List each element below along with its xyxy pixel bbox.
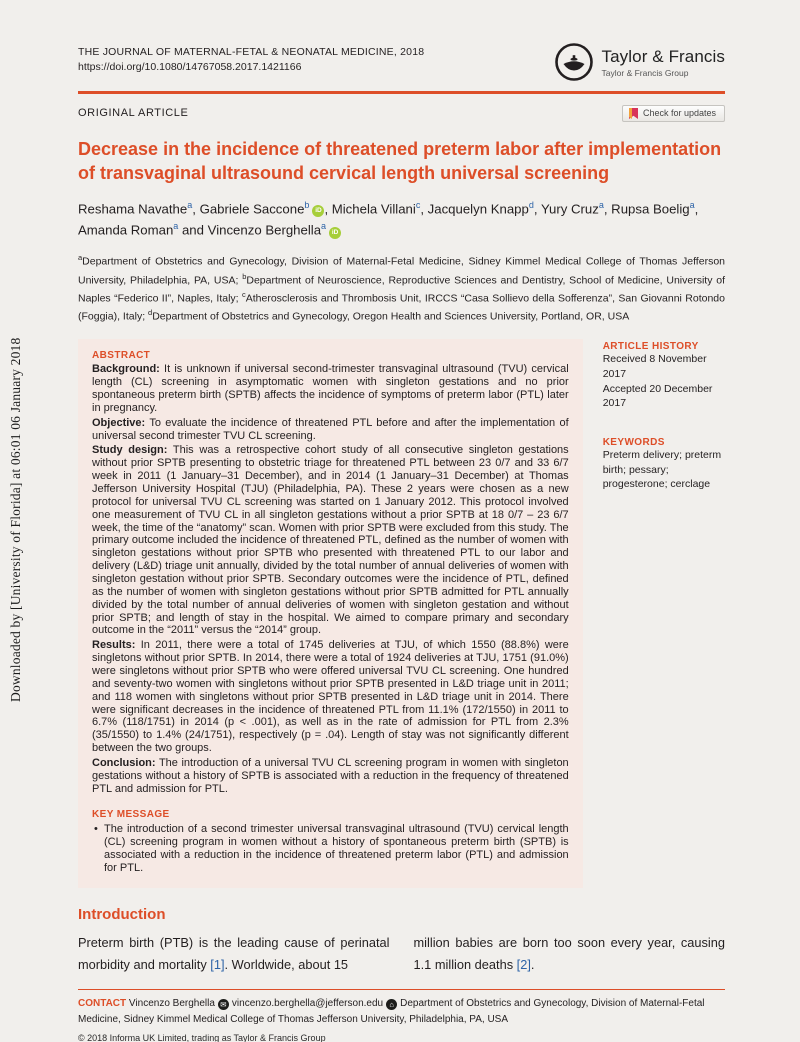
affiliation-sup: c — [241, 289, 246, 299]
contact-address: Department of Obstetrics and Gynecology, Division of Maternal-Fetal Medicine, Sidney Kimmel Medical College of Thomas Jefferson University, Philadelphia, PA, USA — [78, 998, 705, 1025]
author-name: , Michela Villani — [324, 201, 416, 217]
abstract-text: It is unknown if universal second-trimester transvaginal ultrasound (TVU) cervical length (CL) screening in asymptomatic women with singleton gestations and no prior spontaneous preterm birth (SPTB) affects the incidence of symptoms of preterm labor (PTL) later in pregnancy. — [92, 363, 569, 414]
affiliation-sup: b — [242, 271, 247, 281]
abstract-paragraph — [92, 639, 569, 755]
keywords-list: Preterm delivery; preterm birth; pessary; progesterone; cerclage — [602, 449, 722, 491]
affiliation-text: Department of Obstetrics and Gynecology, Division of Maternal-Fetal Medicine, Sidney Kimmel Medical College of Thomas Jefferson University, Philadelphia, PA, USA; — [78, 255, 725, 286]
intro-column-right — [414, 932, 726, 976]
journal-info — [78, 46, 424, 73]
abstract-label: Conclusion: — [92, 757, 156, 770]
author-list — [78, 198, 725, 242]
intro-column-left — [78, 932, 390, 976]
affiliation-text: Atherosclerosis and Thrombosis Unit, IRCCS “Casa Sollievo della Sofferenza”, San Giovanni Rotondo (Foggia), Italy; — [78, 292, 725, 323]
abstract-label: Objective: — [92, 416, 146, 429]
abstract-paragraph — [92, 417, 569, 443]
contact-name: Vincenzo Berghella — [128, 998, 215, 1010]
journal-header — [78, 46, 725, 82]
intro-text: . — [530, 957, 535, 973]
abstract-paragraph — [92, 757, 569, 796]
introduction-heading: Introduction — [78, 906, 166, 924]
intro-text: million babies are born too soon every year, causing 1.1 million deaths — [413, 935, 725, 973]
abstract-label: Results: — [92, 639, 136, 652]
author-affiliation-sup: a — [598, 199, 604, 210]
author-affiliation-sup: d — [528, 199, 534, 210]
keywords-heading: KEYWORDS — [602, 437, 665, 448]
accepted-date: Accepted 20 December 2017 — [602, 382, 713, 410]
contact-block — [78, 996, 725, 1026]
author-name: Reshama Navathe — [78, 201, 188, 217]
abstract-text: To evaluate the incidence of threatened PTL before and after the implementation of universal second trimester TVU CL screening. — [92, 416, 569, 442]
doi-link[interactable]: https://doi.org/10.1080/14767058.2017.1421166 — [78, 61, 302, 73]
copyright-line: © 2018 Informa UK Limited, trading as Taylor & Francis Group — [78, 1032, 326, 1042]
author-affiliation-sup: a — [173, 221, 179, 232]
abstract-text: This was a retrospective cohort study of all consecutive singleton gestations without prior SPTB presenting to obstetric triage for threatened PTL between 23 0/7 and 33 6/7 week in 2011 (1 January–31 December), and in 2014 (1 January–31 December) at Thomas Jefferson University Hospital (TJU) (Philadelphia, PA). These 2 years were chosen as a new protocol for universal TVU CL screening was started on 1 January 2012. This protocol involved one measurement of TVU CL in all singleton gestations without a prior SPTB at 18 0/7 – 23 6/7 week, the time of the “anatomy” scan. Women with prior SPTB were excluded from this study. The primary outcome included the incidence of threatened PTL, defined as the number of women with singleton gestations without prior SPTB who presented with threatened PTL to our labor and delivery (L&D) triage unit annually, divided by the total number of annual deliveries of women with singleton gestation without prior SPTB. Secondary outcomes were the incidence of PTL, defined as the number of women with singleton gestations without prior SPTB admitted for PTL annually divided by the total number of annual deliveries of women with singleton gestation and without prior SPTB; and length of stay in the hospital. We aimed to compare primary and secondary outcome in the “2011” versus the “2014” group. — [92, 444, 569, 637]
download-watermark: Downloaded by [University of Florida] at 06:01 06 January 2018 — [8, 337, 23, 702]
department-icon: ⌂ — [386, 999, 397, 1010]
abstract-paragraph — [92, 363, 569, 414]
publisher-name: Taylor & Francis — [601, 46, 725, 66]
abstract-section — [78, 339, 725, 888]
check-for-updates-label: Check for updates — [642, 108, 716, 118]
abstract-paragraph — [92, 444, 569, 637]
header-divider — [78, 91, 725, 94]
key-message-heading: KEY MESSAGE — [92, 808, 170, 820]
abstract-label: Study design: — [92, 444, 168, 457]
key-message-bullet: • The introduction of a second trimester universal transvaginal ultrasound (TVU) cervical length (CL) screening program in women without a history of spontaneous preterm birth (SPTB) is associated with a reduction in the incidence of threatened preterm labor (PTL) and admission for PTL. — [92, 823, 569, 876]
abstract-text: The introduction of a universal TVU CL screening program in women with singleton gestations without a history of SPTB is associated with a reduction in the frequency of threatened PTL and admission for PTL. — [92, 757, 569, 795]
intro-text: Preterm birth (PTB) is the leading cause of perinatal morbidity and mortality — [78, 935, 390, 973]
publisher-brand — [554, 42, 725, 82]
contact-label: CONTACT — [78, 998, 127, 1010]
taylor-francis-logo-icon — [554, 42, 594, 82]
article-type-row — [78, 105, 725, 122]
abstract-box — [78, 339, 583, 888]
title-line-1: Decrease in the incidence of threatened preterm labor after implementation — [78, 138, 722, 159]
publisher-group: Taylor & Francis Group — [601, 67, 689, 78]
orcid-icon[interactable]: iD — [312, 205, 324, 217]
contact-email[interactable]: vincenzo.berghella@jefferson.edu — [231, 998, 384, 1010]
abstract-label: Background: — [92, 363, 160, 376]
affiliation-sup: a — [78, 253, 83, 263]
author-name: , Yury Cruz — [533, 201, 599, 217]
article-history-sidebar — [603, 339, 725, 888]
reference-link-2[interactable]: [2] — [516, 957, 531, 973]
brand-text — [602, 47, 725, 78]
introduction-text — [78, 932, 725, 976]
author-name: , Jacquelyn Knapp — [420, 201, 529, 217]
orcid-icon[interactable]: iD — [329, 227, 341, 239]
reference-link-1[interactable]: [1] — [210, 957, 225, 973]
article-type-label: ORIGINAL ARTICLE — [78, 107, 189, 119]
email-icon: ✉ — [218, 999, 229, 1010]
journal-name: THE JOURNAL OF MATERNAL-FETAL & NEONATAL MEDICINE, 2018 — [78, 46, 425, 58]
author-affiliation-sup: a — [187, 199, 193, 210]
intro-text: . Worldwide, about 15 — [224, 957, 349, 973]
abstract-text: In 2011, there were a total of 1745 deliveries at TJU, of which 1550 (88.8%) were singletons without prior SPTB. In 2014, there were a total of 1924 deliveries at TJU, 1751 (91.0%) were singletons without prior SPTB who were offered universal TVU CL screening. One hundred and seventy-two women with singletons without prior SPTB presented in L&D triage unit in 2011; and 118 women with singletons without prior SPTB presented in L&D triage unit in 2014. There were significant decreases in the incidence of threatened PTL from 11.1% (172/1550) in 2011 to 6.7% (118/1751) in 2014 (p < .001), as well as in the rate of admission for PTL from 2.3% (35/1550) to 1.4% (24/1751), respectively (p = .04). Length of stay was not significantly different between the two groups. — [92, 639, 569, 755]
received-date: Received 8 November 2017 — [602, 353, 707, 380]
affiliation-text: Department of Obstetrics and Gynecology, Oregon Health and Sciences University, Portland, OR, USA — [152, 310, 630, 323]
author-affiliation-sup: c — [415, 199, 421, 210]
article-history-heading: ARTICLE HISTORY — [602, 341, 699, 353]
author-affiliation-sup: a — [321, 221, 327, 232]
author-affiliation-sup: a — [689, 199, 695, 210]
article-title — [78, 137, 725, 185]
title-line-2: of transvaginal ultrasound cervical length universal screening — [78, 162, 610, 183]
author-affiliation-sup: b — [304, 199, 310, 210]
author-name: , Rupsa Boelig — [603, 201, 690, 217]
footer-divider — [78, 989, 725, 991]
check-for-updates-button[interactable] — [622, 105, 725, 122]
affiliation-text: Department of Neuroscience, Reproductive Sciences and Dentistry, School of Medicine, University of Naples “Federico II”, Naples, Italy; — [78, 274, 725, 305]
bookmark-icon — [629, 108, 638, 119]
affiliations — [78, 252, 725, 325]
abstract-heading: ABSTRACT — [92, 350, 151, 362]
author-name: , Gabriele Saccone — [192, 201, 305, 217]
author-name: and Vincenzo Berghella — [178, 222, 322, 238]
affiliation-sup: d — [148, 308, 153, 317]
author-name: , Amanda Roman — [78, 201, 699, 238]
